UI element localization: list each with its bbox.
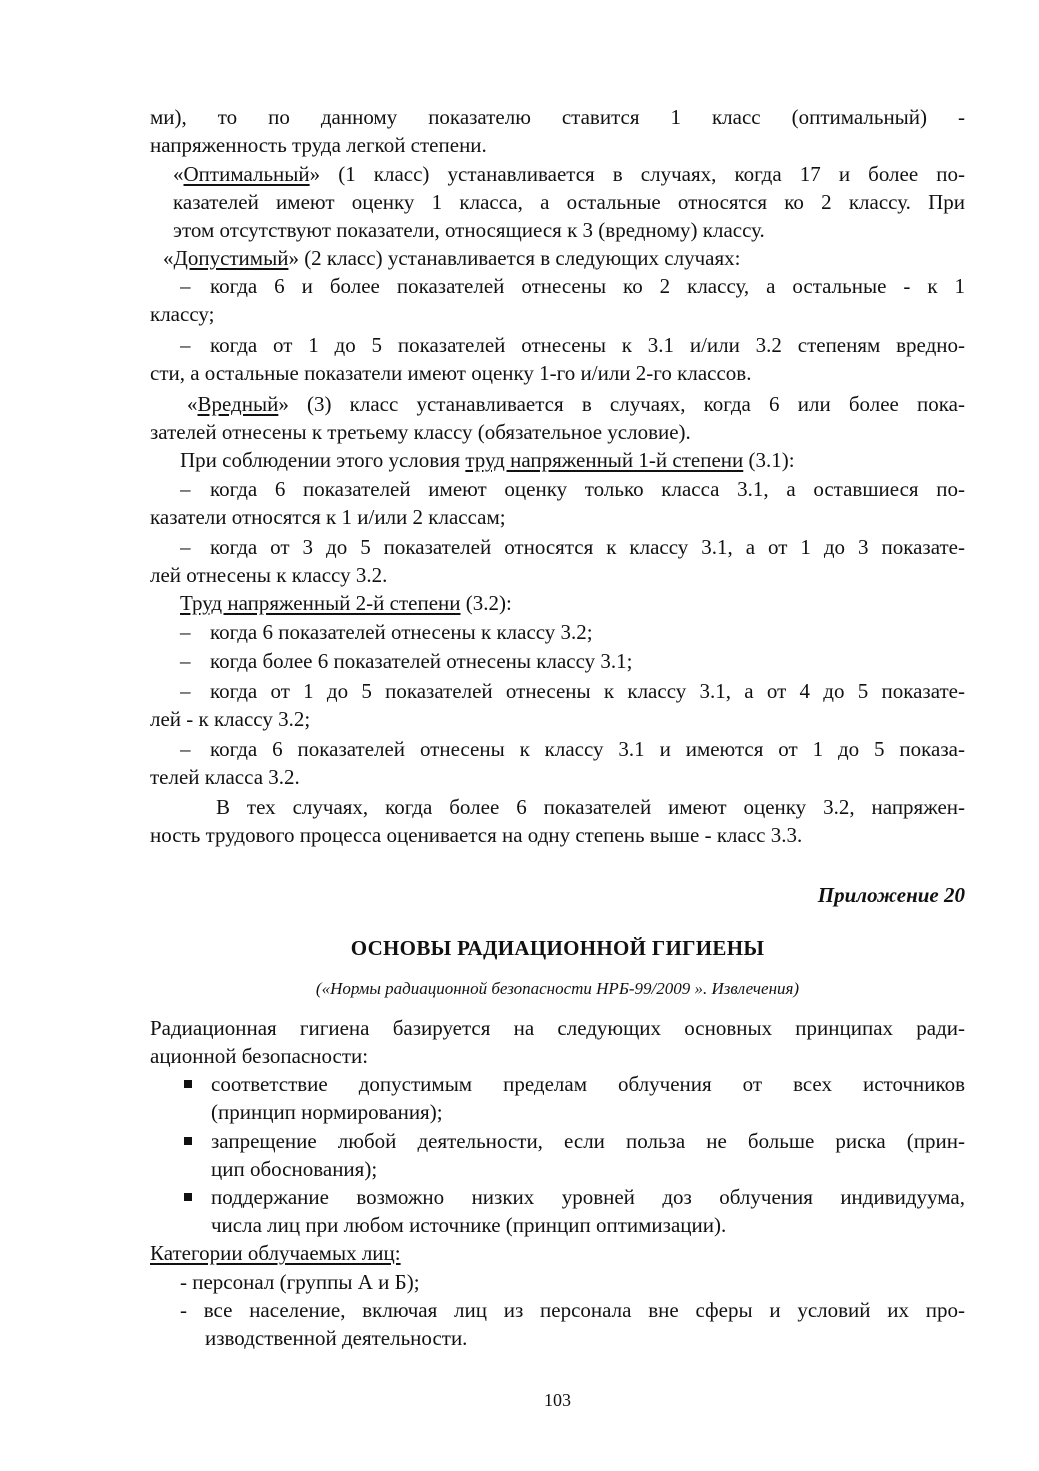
- text-line: (принцип нормирования);: [211, 1100, 443, 1124]
- text-line: зателей отнесены к третьему классу (обязательное условие).: [150, 420, 691, 444]
- section-title: ОСНОВЫ РАДИАЦИОННОЙ ГИГИЕНЫ: [350, 936, 765, 960]
- harmful-term: Вредный: [197, 392, 279, 416]
- optimal-term: Оптимальный: [183, 162, 310, 186]
- text-line: телей класса 3.2.: [150, 765, 300, 789]
- text-line: ность трудового процесса оценивается на одну степень выше - класс 3.3.: [150, 823, 803, 847]
- bullet-icon: [184, 1193, 192, 1201]
- permissible-term: Допустимый: [173, 246, 289, 270]
- degree1-term: труд напряженный 1-й степени: [465, 448, 744, 472]
- category-item: - персонал (группы А и Б);: [180, 1270, 420, 1294]
- dash-item: – когда 6 показателей отнесены к классу 3.1 и имеются от 1 до 5 показа-: [180, 737, 965, 761]
- text-line: сти, а остальные показатели имеют оценку 1-го и/или 2-го классов.: [150, 361, 752, 385]
- bullet-item: запрещение любой деятельности, если польза не больше риска (прин-: [211, 1129, 965, 1153]
- text-line: В тех случаях, когда более 6 показателей имеют оценку 3.2, напряжен-: [216, 795, 965, 819]
- text-line: изводственной деятельности.: [205, 1326, 468, 1350]
- dash-item: – когда от 1 до 5 показателей отнесены к 3.1 и/или 3.2 степеням вредно-: [180, 333, 965, 357]
- bullet-item: поддержание возможно низких уровней доз облучения индивидуума,: [211, 1185, 965, 1209]
- text-line: цип обоснования);: [211, 1157, 378, 1181]
- bullet-icon: [184, 1080, 192, 1088]
- categories-heading: Категории облучаемых лиц:: [150, 1241, 401, 1265]
- text-line: ми), то по данному показателю ставится 1 класс (оптимальный) -: [150, 105, 965, 129]
- text-line: этом отсутствуют показатели, относящиеся к 3 (вредному) классу.: [173, 218, 765, 242]
- text-line: классу;: [150, 302, 215, 326]
- bullet-icon: [184, 1137, 192, 1145]
- dash-item: – когда 6 показателей отнесены к классу 3.2;: [180, 620, 593, 644]
- bullet-item: соответствие допустимым пределам облучения от всех источников: [211, 1072, 965, 1096]
- appendix-label: Приложение 20: [817, 883, 965, 907]
- permissible-paragraph-line: «Допустимый» (2 класс) устанавливается в следующих случаях:: [163, 246, 741, 270]
- text-line: лей - к классу 3.2;: [150, 707, 311, 731]
- text-line: лей отнесены к классу 3.2.: [150, 563, 388, 587]
- degree2-term: Труд напряженный 2-й степени: [180, 591, 461, 615]
- harmful-paragraph-line: «Вредный» (3) класс устанавливается в случаях, когда 6 или более пока-: [187, 392, 965, 416]
- text-line: казатели относятся к 1 и/или 2 классам;: [150, 505, 506, 529]
- category-item: - все население, включая лиц из персонала вне сферы и условий их про-: [180, 1298, 965, 1322]
- section-subtitle: («Нормы радиационной безопасности НРБ-99/2009 ». Извлечения): [315, 979, 800, 998]
- text-line: числа лиц при любом источнике (принцип оптимизации).: [211, 1213, 727, 1237]
- text-line: При соблюдении этого условия труд напряженный 1-й степени (3.1):: [180, 448, 795, 472]
- optimal-paragraph-line: «Оптимальный» (1 класс) устанавливается в случаях, когда 17 и более по-: [173, 162, 965, 186]
- text-line: Труд напряженный 2-й степени (3.2):: [180, 591, 512, 615]
- dash-item: – когда от 1 до 5 показателей отнесены к классу 3.1, а от 4 до 5 показате-: [180, 679, 965, 703]
- text-line: напряженность труда легкой степени.: [150, 133, 487, 157]
- text-line: ационной безопасности:: [150, 1044, 369, 1068]
- dash-item: – когда 6 и более показателей отнесены ко 2 классу, а остальные - к 1: [180, 274, 965, 298]
- dash-item: – когда от 3 до 5 показателей относятся к классу 3.1, а от 1 до 3 показате-: [180, 535, 965, 559]
- dash-item: – когда 6 показателей имеют оценку только класса 3.1, а оставшиеся по-: [180, 477, 965, 501]
- page-number: 103: [544, 1390, 571, 1410]
- text-line: казателей имеют оценку 1 класса, а остальные относятся ко 2 классу. При: [173, 190, 965, 214]
- dash-item: – когда более 6 показателей отнесены классу 3.1;: [180, 649, 633, 673]
- text-line: Радиационная гигиена базируется на следующих основных принципах ради-: [150, 1016, 965, 1040]
